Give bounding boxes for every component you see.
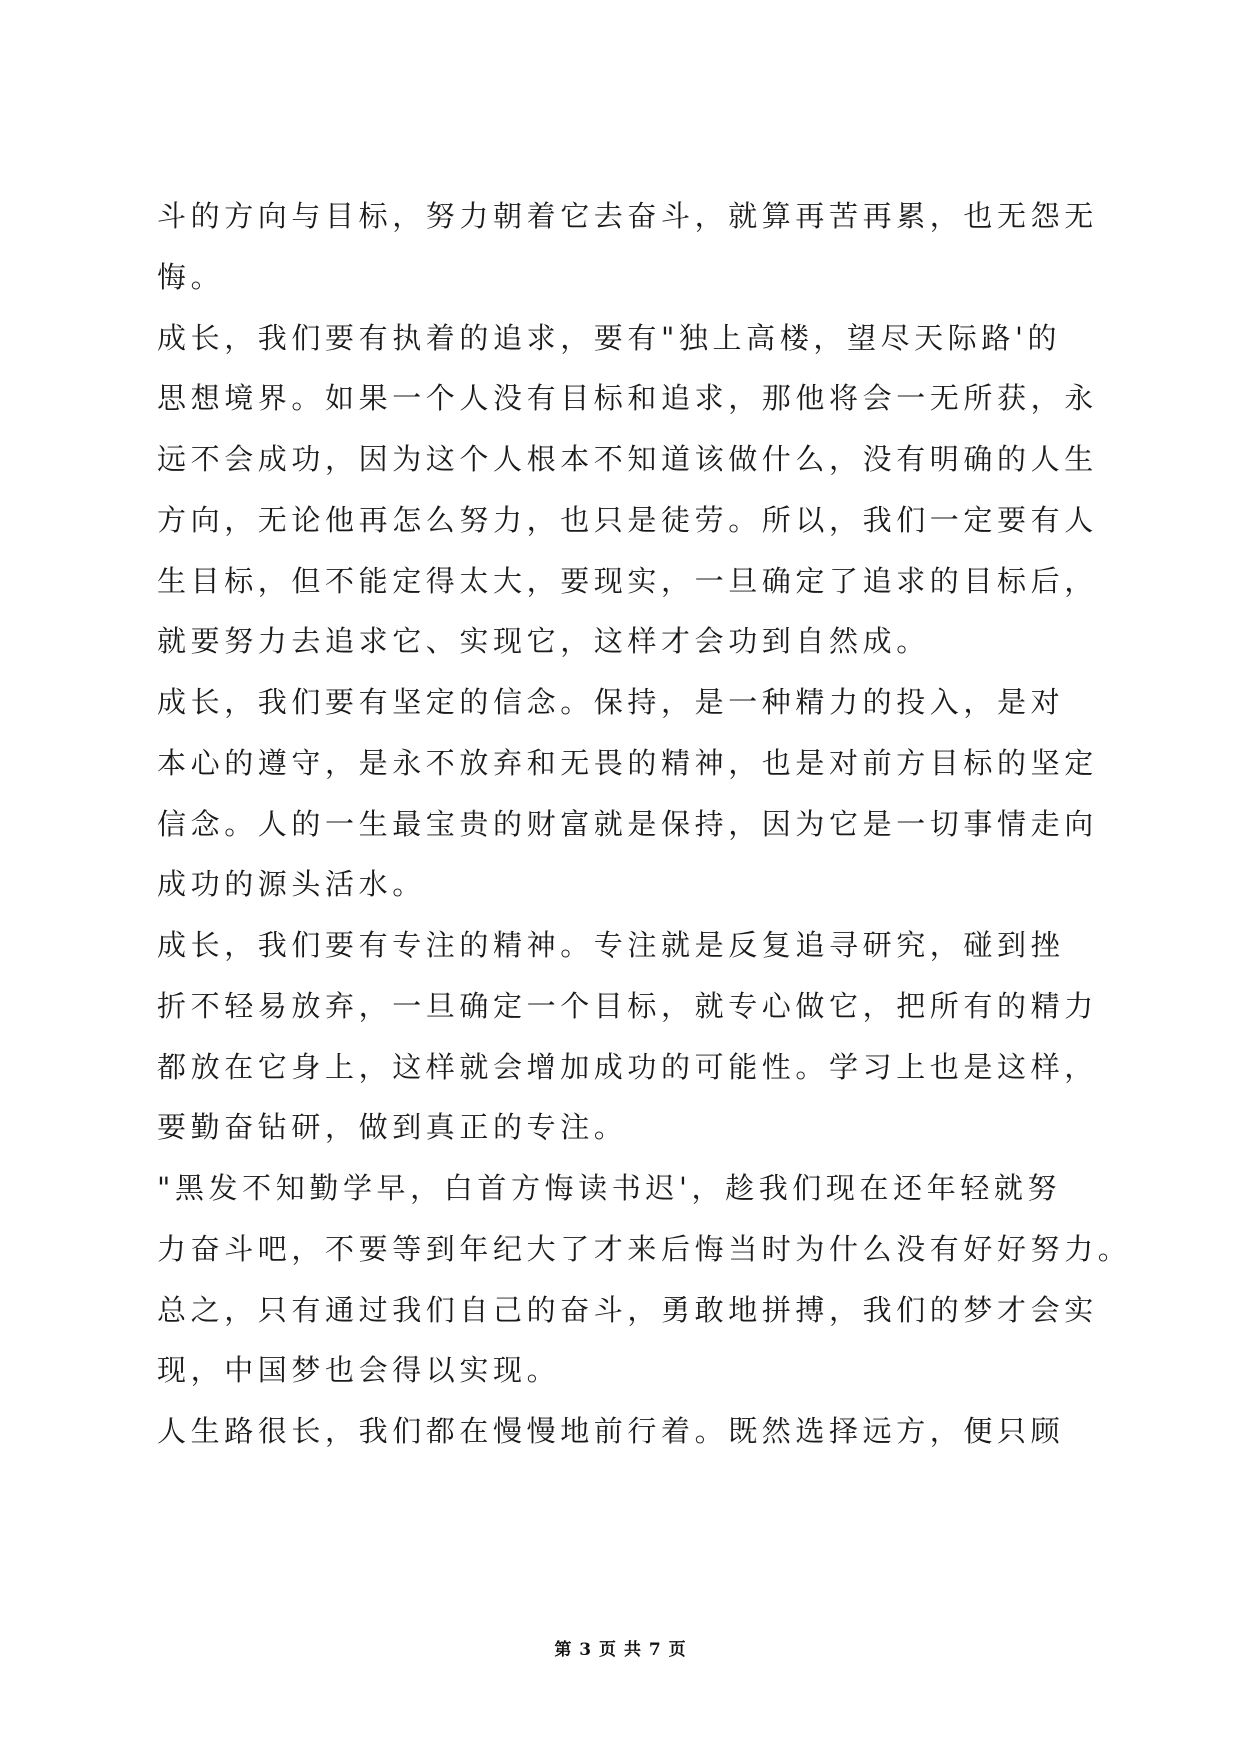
paragraph <box>157 1401 1093 1462</box>
text-line: 斗的方向与目标，努力朝着它去奋斗，就算再苦再累，也无怨无 <box>157 199 1098 233</box>
text-line: 成长，我们要有执着的追求，要有"独上高楼，望尽天际路'的 <box>157 320 1062 355</box>
text-line: 现，中国梦也会得以实现。 <box>157 1353 561 1388</box>
document-body <box>157 186 1132 1462</box>
text-line: 总之，只有通过我们自己的奋斗，勇敢地拼搏，我们的梦才会实 <box>157 1292 1098 1327</box>
text-line: 方向，无论他再怎么努力，也只是徒劳。所以，我们一定要有人 <box>157 502 1098 537</box>
text-line: 折不轻易放弃，一旦确定一个目标，就专心做它，把所有的精力 <box>157 988 1098 1023</box>
text-line: 信念。人的一生最宝贵的财富就是保持，因为它是一切事情走向 <box>157 806 1098 841</box>
text-line: 力奋斗吧，不要等到年纪大了才来后悔当时为什么没有好好努力。 <box>157 1231 1132 1266</box>
text-line: 人生路很长，我们都在慢慢地前行着。既然选择远方，便只顾 <box>157 1414 1065 1448</box>
text-line: 思想境界。如果一个人没有目标和追求，那他将会一无所获，永 <box>157 381 1098 416</box>
paragraph <box>157 308 1098 673</box>
text-line: 远不会成功，因为这个人根本不知道该做什么，没有明确的人生 <box>157 442 1098 476</box>
text-line: 成长，我们要有专注的精神。专注就是反复追寻研究，碰到挫 <box>157 928 1065 962</box>
text-line: 都放在它身上，这样就会增加成功的可能性。学习上也是这样， <box>157 1049 1098 1084</box>
paragraph <box>157 186 1098 308</box>
page-footer: 第 3 页 共 7 页 <box>554 1640 687 1660</box>
text-line: 就要努力去追求它、实现它，这样才会功到自然成。 <box>157 624 930 659</box>
text-line: 本心的遵守，是永不放弃和无畏的精神，也是对前方目标的坚定 <box>157 745 1098 780</box>
text-line: 成长，我们要有坚定的信念。保持，是一种精力的投入，是对 <box>157 685 1065 719</box>
text-line: 生目标，但不能定得太大，要现实，一旦确定了追求的目标后， <box>157 563 1098 598</box>
paragraph <box>157 672 1098 915</box>
paragraph <box>157 915 1098 1158</box>
text-line: 要勤奋钻研，做到真正的专注。 <box>157 1110 628 1145</box>
text-line: 悔。 <box>157 259 225 294</box>
text-line: 成功的源头活水。 <box>157 867 426 902</box>
paragraph <box>157 1158 1132 1401</box>
text-line: "黑发不知勤学早，白首方悔读书迟'，趁我们现在还年轻就努 <box>157 1171 1062 1205</box>
